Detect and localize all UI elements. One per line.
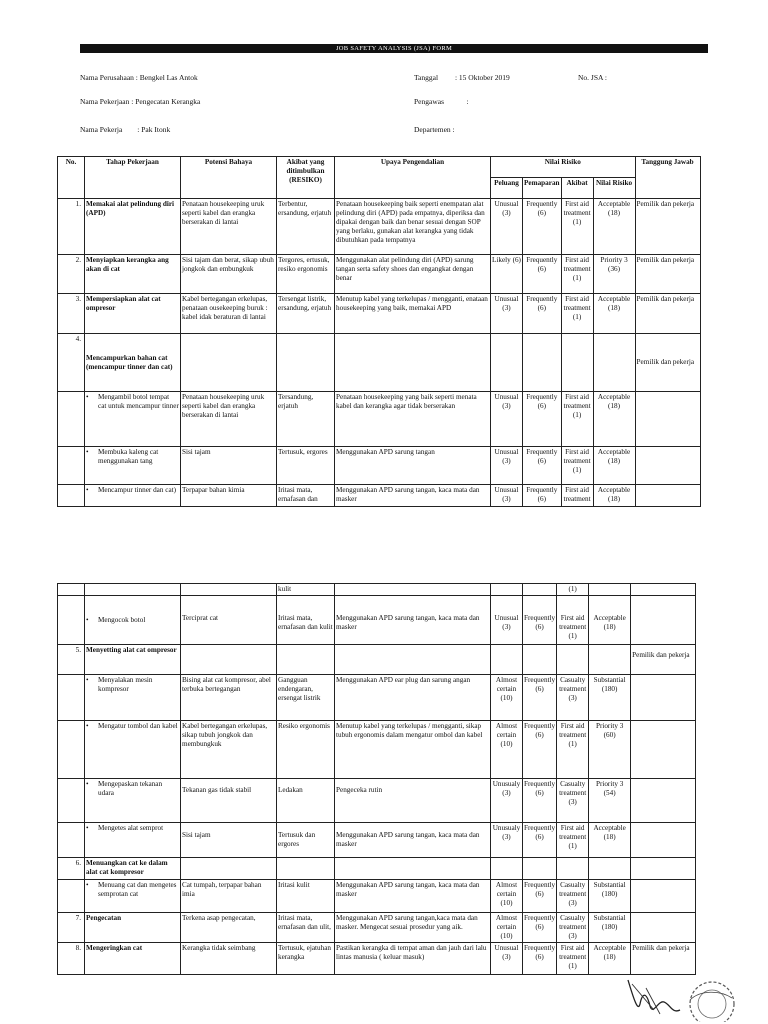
- col-consequence: Akibat: [561, 178, 593, 199]
- jsa-table-part2: [57, 583, 696, 975]
- table-row: • Mencampur tinner dan cat) Terpapar bahan kimia Iritasi mata, ernafasan dan Menggunakan APD sarung tangan, kaca mata dan masker Unusual (3) Frequently (6) First aid treatment Acceptable (18): [58, 485, 701, 507]
- list-item: • Mengambil botol tempat cat untuk mencampur tinner: [86, 393, 179, 411]
- col-responsible: Tanggung Jawab: [635, 157, 700, 199]
- list-item: • Mengatur tombol dan kabel: [86, 722, 179, 731]
- table-row: 2. Menyiapkan kerangka ang akan di cat Sisi tajam dan berat, sikap ubuh jongkok dan embungkuk Tergores, ertusuk, resiko ergonomis Menggunakan alat pelindung diri (APD) sarung tangan serta safety shoes dan engangkat dengan benar Likely (6) Frequently (6) First aid treatment (1) Priority 3 (36) Pemilik dan pekerja: [58, 255, 701, 294]
- worker-label: Nama Pekerja : Pak Itonk: [80, 125, 171, 134]
- col-hazard: Potensi Bahaya: [181, 157, 277, 199]
- dept-label: Departemen :: [414, 125, 455, 134]
- col-likelihood: Peluang: [491, 178, 523, 199]
- col-score: Nilai Risiko: [593, 178, 635, 199]
- jsa-no-label: No. JSA :: [578, 73, 607, 82]
- table-row: 5. Menyetting alat cat ompresor Pemilik dan pekerja: [58, 645, 696, 675]
- jsa-table-part1: [57, 156, 701, 507]
- table-row: 6. Menuangkan cat ke dalam alat cat kompresor: [58, 858, 696, 880]
- job-value: Pengecatan Kerangka: [135, 97, 201, 106]
- company-value: Bengkel Las Antok: [139, 73, 198, 82]
- table-row: • Mengatur tombol dan kabel Kabel bertegangan erkelupas, sikap tubuh jongkok dan membungkuk Resiko ergonomis Menutup kabel yang terkelupas / mengganti, sikap tubuh ergonomis dalam mengatur ombol dan kabel Almost certain (10) Frequently (6) First aid treatment (1) Priority 3 (60): [58, 721, 696, 779]
- job-label: Nama Pekerjaan : Pengecatan Kerangka: [80, 97, 201, 106]
- col-control: Upaya Pengendalian: [335, 157, 491, 199]
- list-item: • Menuang cat dan mengetes semprotan cat: [86, 881, 179, 899]
- date-label: Tanggal : 15 Oktober 2019: [414, 73, 510, 82]
- list-item: • Menyalakan mesin kompresor: [86, 676, 179, 694]
- table-row: • Mengambil botol tempat cat untuk mencampur tinner Penataan housekeeping uruk seperti kabel dan erangka berserakan di lantai Tersandung, erjatuh Penataan housekeeping yang baik seperti menata kabel dan kerangka agar tidak berserakan Unusual (3) Frequently (6) First aid treatment (1) Acceptable (18): [58, 392, 701, 447]
- table-row: • Mengetes alat semprot Sisi tajam Tertusuk dan ergores Menggunakan APD sarung tangan, kaca mata dan masker Unusualy (3) Frequently (6) First aid treatment (1) Acceptable (18): [58, 823, 696, 858]
- list-item: • Mencampur tinner dan cat): [86, 486, 179, 495]
- col-exposure: Pemaparan: [523, 178, 562, 199]
- table-row: • Menuang cat dan mengetes semprotan cat Cat tumpah, terpapar bahan imia Iritasi kulit Menggunakan APD sarung tangan, kaca mata dan masker Almost certain (10) Frequently (6) Casualty treatment (3) Substantial (180): [58, 880, 696, 913]
- col-effect: Akibat yang ditimbulkan (RESIKO): [277, 157, 335, 199]
- list-item: • Membuka kaleng cat menggunakan tang: [86, 448, 179, 466]
- signature-stamp: [620, 960, 740, 1022]
- table-row: 8. Mengeringkan cat Kerangka tidak seimbang Tertusuk, ejatuhan kerangka Pastikan kerangka di tempat aman dan jauh dari lalu lintas manusia ( keluar masuk) Unusual (3) Frequently (6) First aid treatment (1) Acceptable (18) Pemilik dan pekerja: [58, 943, 696, 975]
- table-row: • Membuka kaleng cat menggunakan tang Sisi tajam Tertusuk, ergores Menggunakan APD sarung tangan Unusual (3) Frequently (6) First aid treatment (1) Acceptable (18): [58, 447, 701, 485]
- table-row: 7. Pengecatan Terkena asap pengecatan, Iritasi mata, ernafasan dan ulit, Menggunakan APD sarung tangan,kaca mata dan masker. Mengecat sesuai prosedur yang aik. Almost certain (10) Frequently (6) Casualty treatment (3) Substantial (180): [58, 913, 696, 943]
- table-row: • Menyalakan mesin kompresor Bising alat cat kompresor, abel terbuka bertegangan Gangguan endengaran, ersengat listrik Menggunakan APD ear plug dan sarung angan Almost certain (10) Frequently (6) Casualty treatment (3) Substantial (180): [58, 675, 696, 721]
- supervisor-value: :: [466, 97, 469, 106]
- date-value: : 15 Oktober 2019: [454, 73, 510, 82]
- table-row: 4. Mencampurkan bahan cat (mencampur tinner dan cat) Pemilik dan pekerja: [58, 334, 701, 392]
- table-row: • Mengocok botol Terciprat cat Iritasi mata, ernafasan dan kulit Menggunakan APD sarung tangan, kaca mata dan masker Unusual (3) Frequently (6) First aid treatment (1) Acceptable (18): [58, 596, 696, 645]
- list-item: • Mengocok botol: [86, 616, 179, 625]
- worker-value: : Pak Itonk: [137, 125, 171, 134]
- table-row: • Mengepaskan tekanan udara Tekanan gas tidak stabil Ledakan Pengeceka rutin Unusualy (3) Frequently (6) Casualty treatment (3) Priority 3 (54): [58, 779, 696, 823]
- supervisor-label: Pengawas :: [414, 97, 469, 106]
- list-item: • Mengepaskan tekanan udara: [86, 780, 179, 798]
- table-row: kulit (1): [58, 584, 696, 596]
- col-risk-value: Nilai Risiko: [491, 157, 636, 178]
- table-row: 1. Memakai alat pelindung diri (APD) Penataan housekeeping uruk seperti kabel dan erangka berserakan di lantai Terbentur, ersandung, erjatuh Penataan housekeeping baik seperti enempatan alat pelindung diri (APD) pada empatnya, diperiksa dan dipakai dengan baik dan benar sesuai dengan SOP yang berlaku, gunakan alat kerangka yang tidak dibutuhkan pada tempatnya Unusual (3) Frequently (6) First aid treatment (1) Acceptable (18) Pemilik dan pekerja: [58, 199, 701, 255]
- company-label: Nama Perusahaan : Bengkel Las Antok: [80, 73, 198, 82]
- col-no: No.: [58, 157, 85, 199]
- form-title: JOB SAFETY ANALYSIS (JSA) FORM: [80, 44, 708, 53]
- table-row: 3. Mempersiapkan alat cat ompresor Kabel bertegangan erkelupas, penataan ousekeeping buruk : kabel idak beraturan di lantai Tersengat listrik, ersandung, erjatuh Menutup kabel yang terkelupas / mengganti, enataan housekeeping yang baik, memakai APD Unusual (3) Frequently (6) First aid treatment (1) Acceptable (18) Pemilik dan pekerja: [58, 294, 701, 334]
- header-row: [58, 157, 701, 178]
- list-item: • Mengetes alat semprot: [86, 824, 179, 833]
- col-stage: Tahap Pekerjaan: [85, 157, 181, 199]
